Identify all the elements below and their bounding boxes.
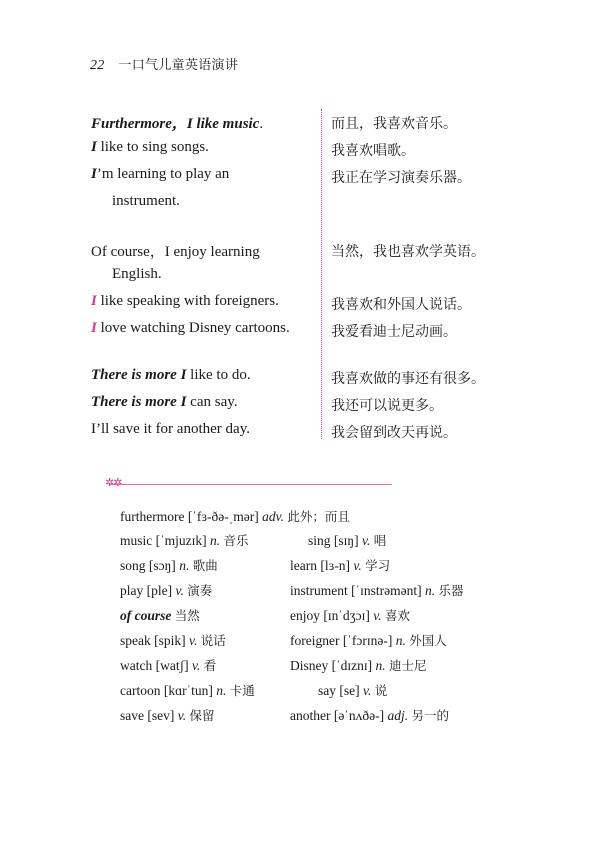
- vocab-part-of-speech: v.: [175, 583, 188, 598]
- vocab-headword: save: [120, 708, 144, 723]
- vocab-entry: [308, 531, 386, 549]
- vocab-part-of-speech: v.: [373, 608, 385, 623]
- vocab-meaning: 当然: [174, 608, 200, 623]
- vocab-part-of-speech: v.: [353, 558, 366, 573]
- vocab-meaning: 外国人: [409, 633, 447, 648]
- vocab-entry: [290, 656, 427, 674]
- vocab-entry: [290, 631, 447, 649]
- vocab-part-of-speech: v.: [361, 533, 374, 548]
- vocab-phonetic: [sɔŋ]: [145, 558, 180, 573]
- vocab-meaning: 学习: [365, 558, 391, 573]
- vocab-phonetic: [ɪnˈdʒɔɪ]: [320, 608, 374, 623]
- vocab-headword: of course: [120, 608, 172, 623]
- vocab-meaning: 演奏: [187, 583, 213, 598]
- page-number: 22: [90, 58, 105, 73]
- english-sentence: [112, 266, 162, 283]
- vocab-headword: cartoon: [120, 683, 161, 698]
- sentence-emphasis: I: [91, 320, 97, 336]
- vocab-headword: enjoy: [290, 608, 320, 623]
- vocab-headword: say: [318, 683, 336, 698]
- english-sentence: [91, 293, 279, 310]
- vocab-headword: furthermore: [120, 509, 185, 524]
- sentence-text: .: [259, 116, 264, 132]
- chinese-translation: 而且，我喜欢音乐。: [331, 116, 457, 132]
- vocab-headword: speak: [120, 633, 151, 648]
- english-sentence: [91, 240, 260, 261]
- sentence-text: I’ll save it for another day.: [91, 421, 250, 437]
- vocab-phonetic: [ple]: [143, 583, 176, 598]
- vocab-headword: sing: [308, 533, 331, 548]
- sentence-emphasis: I: [91, 293, 97, 309]
- english-sentence: [91, 421, 250, 438]
- vocab-entry: [120, 556, 218, 574]
- vocab-phonetic: [ˈdɪznɪ]: [328, 658, 376, 673]
- vocab-meaning: 另一的: [411, 708, 449, 723]
- sentence-text: ’m learning to play an: [96, 166, 230, 182]
- chinese-translation: 我喜欢和外国人说话。: [331, 297, 471, 313]
- vocab-meaning: 唱: [373, 533, 387, 548]
- vocab-meaning: 乐器: [438, 583, 464, 598]
- sentence-emphasis: There is more I: [91, 394, 187, 410]
- vocab-part-of-speech: adv.: [262, 509, 288, 524]
- vocab-entry: [120, 681, 255, 699]
- vocab-phonetic: [kɑrˈtun]: [160, 683, 217, 698]
- vocab-meaning: 保留: [189, 708, 215, 723]
- vocab-entry: [120, 631, 226, 649]
- sentence-emphasis: I: [91, 139, 97, 155]
- vocab-meaning: 喜欢: [384, 608, 410, 623]
- vocab-meaning: 说话: [200, 633, 226, 648]
- vocab-meaning: 看: [203, 658, 217, 673]
- vocab-phonetic: [əˈnʌðə-]: [330, 708, 388, 723]
- sentence-text: like to sing songs.: [96, 139, 209, 155]
- chinese-translation: 当然，我也喜欢学英语。: [331, 244, 485, 260]
- page-header: [90, 54, 238, 74]
- vocab-entry: [290, 581, 464, 599]
- chinese-translation: 我正在学习演奏乐器。: [331, 170, 471, 186]
- sentence-text: like speaking with foreigners.: [96, 293, 279, 309]
- english-sentence: [91, 139, 209, 156]
- vocab-headword: song: [120, 558, 146, 573]
- sentence-text: can say.: [186, 394, 238, 410]
- vocab-headword: learn: [290, 558, 317, 573]
- vocab-part-of-speech: adj.: [387, 708, 412, 723]
- vocab-entry: [290, 706, 449, 724]
- vocab-entry: [290, 556, 390, 574]
- vocab-meaning: 说: [374, 683, 388, 698]
- sentence-text: instrument.: [112, 193, 180, 209]
- vocab-meaning: 音乐: [223, 533, 249, 548]
- english-sentence: [91, 367, 251, 384]
- vocab-part-of-speech: v.: [363, 683, 375, 698]
- vocab-headword: Disney: [290, 658, 329, 673]
- vocab-headword: watch: [120, 658, 153, 673]
- english-sentence: [91, 112, 263, 133]
- vocab-entry: [120, 706, 215, 724]
- vocab-phonetic: [se]: [336, 683, 363, 698]
- vocab-headword: foreigner: [290, 633, 340, 648]
- sentence-emphasis: Furthermore，I like music: [91, 116, 260, 132]
- vocab-entry: [120, 656, 216, 674]
- english-sentence: [91, 320, 290, 337]
- vocab-part-of-speech: n.: [395, 633, 410, 648]
- vocab-part-of-speech: v.: [189, 633, 201, 648]
- english-sentence: [91, 166, 229, 183]
- vocab-phonetic: [spik]: [150, 633, 189, 648]
- chinese-translation: 我爱看迪士尼动画。: [331, 324, 457, 340]
- vocab-phonetic: [watʃ]: [152, 658, 192, 673]
- vocab-entry: [318, 681, 387, 699]
- vocab-entry: [120, 581, 212, 599]
- vocab-headword: another: [290, 708, 331, 723]
- vocab-phonetic: [sev]: [144, 708, 178, 723]
- vocab-phonetic: [ˈfɔrɪnə-]: [339, 633, 396, 648]
- vocab-part-of-speech: n.: [216, 683, 230, 698]
- vocab-entry: [120, 531, 249, 549]
- vocab-part-of-speech: n.: [375, 658, 389, 673]
- column-divider: [321, 109, 322, 439]
- chinese-translation: 我喜欢做的事还有很多。: [331, 371, 485, 387]
- vocab-entry: [290, 606, 410, 624]
- vocab-phonetic: [ˈmjuzɪk]: [152, 533, 210, 548]
- vocab-headword: play: [120, 583, 144, 598]
- vocab-meaning: 歌曲: [192, 558, 218, 573]
- chinese-translation: 我会留到改天再说。: [331, 425, 457, 441]
- vocab-part-of-speech: v.: [191, 658, 204, 673]
- vocab-phonetic: [sɪŋ]: [330, 533, 362, 548]
- vocab-part-of-speech: n.: [209, 533, 224, 548]
- english-sentence: [112, 193, 180, 210]
- sentence-text: Of course，I enjoy learning: [91, 244, 260, 260]
- vocab-star-icon: ✲✲: [105, 476, 122, 489]
- book-title: 一口气儿童英语演讲: [118, 58, 239, 73]
- sentence-emphasis: There is more I: [91, 367, 187, 383]
- vocab-meaning: 迪士尼: [388, 658, 427, 673]
- vocab-divider-line: [110, 484, 392, 485]
- vocab-entry: [120, 606, 200, 624]
- sentence-text: English.: [112, 266, 162, 282]
- vocab-phonetic: [ˈɪnstrəmənt]: [347, 583, 425, 598]
- vocab-phonetic: [ˈfɜ-ðə-ˌmər]: [184, 509, 263, 524]
- sentence-text: like to do.: [186, 367, 251, 383]
- vocab-part-of-speech: n.: [424, 583, 439, 598]
- vocab-phonetic: [lɜ-n]: [316, 558, 354, 573]
- vocab-meaning: 卡通: [229, 683, 255, 698]
- vocab-headword: instrument: [290, 583, 348, 598]
- chinese-translation: 我还可以说更多。: [331, 398, 443, 414]
- sentence-text: love watching Disney cartoons.: [96, 320, 290, 336]
- vocab-part-of-speech: v.: [177, 708, 190, 723]
- vocab-headword: music: [120, 533, 153, 548]
- sentence-emphasis: I: [91, 166, 97, 182]
- english-sentence: [91, 394, 238, 411]
- chinese-translation: 我喜欢唱歌。: [331, 143, 415, 159]
- vocab-part-of-speech: n.: [179, 558, 193, 573]
- vocab-meaning: 此外；而且: [287, 509, 350, 524]
- vocab-entry: [120, 507, 350, 525]
